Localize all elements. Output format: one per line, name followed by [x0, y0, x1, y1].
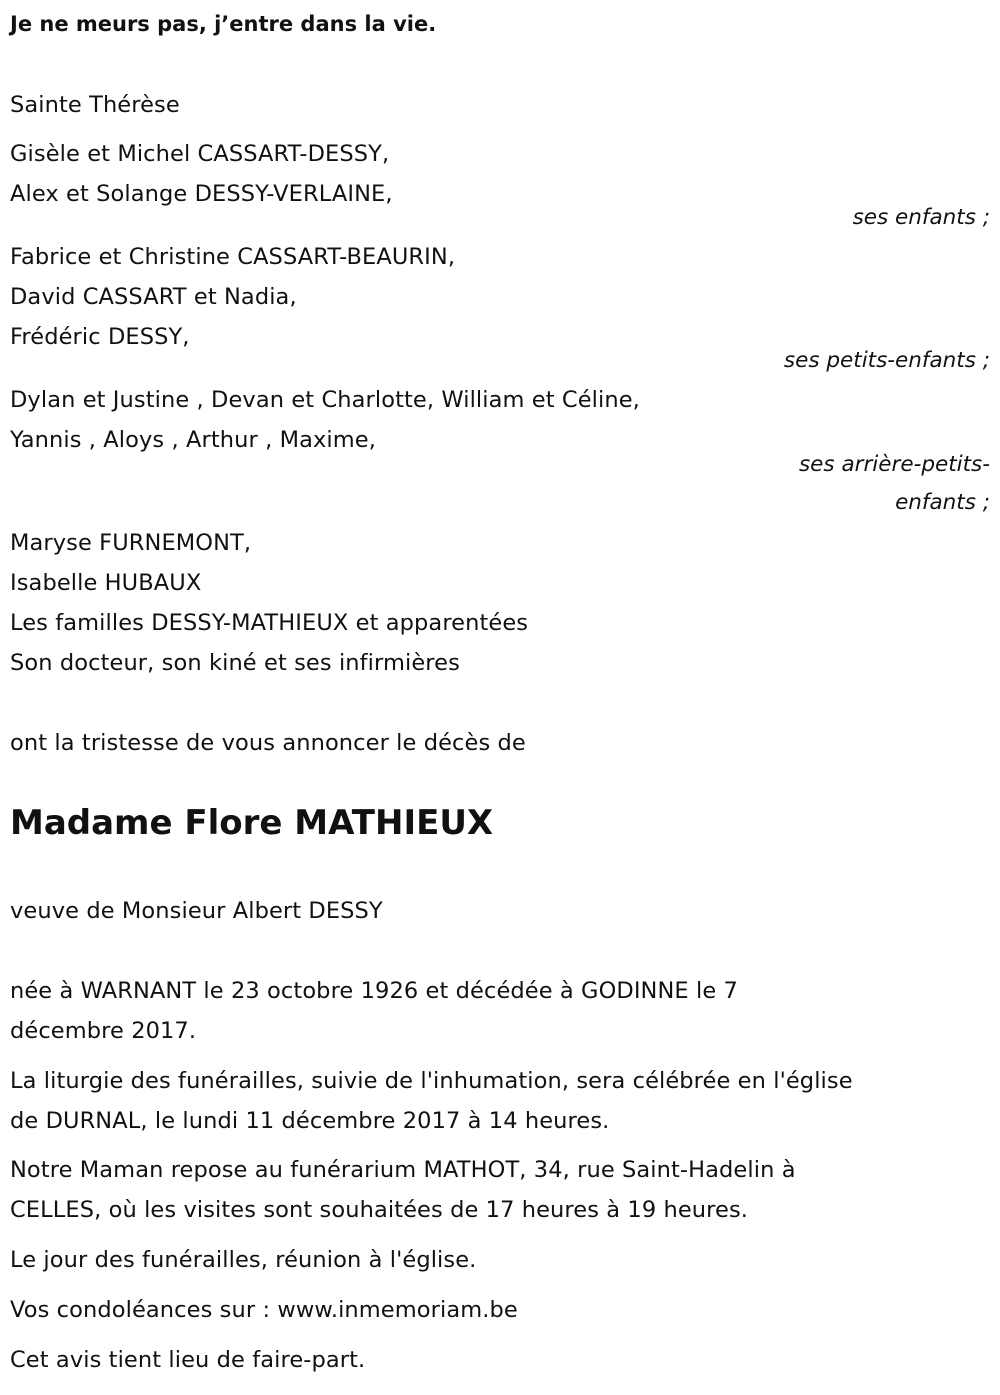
grandchild-line: Fabrice et Christine CASSART-BEAURIN,	[10, 244, 456, 270]
relation-grandchildren: ses petits-enfants ;	[783, 348, 990, 373]
relation-children: ses enfants ;	[852, 205, 990, 230]
condolences-info: Vos condoléances sur : www.inmemoriam.be	[10, 1297, 518, 1323]
motto-author: Sainte Thérèse	[10, 92, 180, 118]
great-grandchild-line: Yannis , Aloys , Arthur , Maxime,	[10, 427, 376, 453]
relation-great-grandchildren-cont: enfants ;	[895, 490, 990, 515]
funeral-home-line: CELLES, où les visites sont souhaitées de 17 heures à 19 heures.	[10, 1197, 749, 1223]
other-mourner: Les familles DESSY-MATHIEUX et apparentées	[10, 610, 529, 636]
grandchild-line: David CASSART et Nadia,	[10, 284, 297, 310]
great-grandchild-line: Dylan et Justine , Devan et Charlotte, William et Céline,	[10, 387, 640, 413]
other-mourner: Maryse FURNEMONT,	[10, 530, 252, 556]
notice-footer: Cet avis tient lieu de faire-part.	[10, 1347, 366, 1373]
birth-death-line: décembre 2017.	[10, 1018, 197, 1044]
other-mourner: Son docteur, son kiné et ses infirmières	[10, 650, 460, 676]
meeting-info: Le jour des funérailles, réunion à l'église.	[10, 1247, 477, 1273]
grandchild-line: Frédéric DESSY,	[10, 324, 190, 350]
other-mourner: Isabelle HUBAUX	[10, 570, 202, 596]
announcement: ont la tristesse de vous annoncer le décès de	[10, 730, 526, 756]
child-line: Gisèle et Michel CASSART-DESSY,	[10, 141, 390, 167]
child-line: Alex et Solange DESSY-VERLAINE,	[10, 181, 393, 207]
relation-great-grandchildren: ses arrière-petits-	[798, 452, 990, 477]
motto-quote: Je ne meurs pas, j’entre dans la vie.	[10, 12, 437, 36]
deceased-name: Madame Flore MATHIEUX	[10, 803, 494, 843]
liturgy-line: La liturgie des funérailles, suivie de l'inhumation, sera célébrée en l'église	[10, 1068, 853, 1094]
liturgy-line: de DURNAL, le lundi 11 décembre 2017 à 14 heures.	[10, 1108, 610, 1134]
funeral-home-line: Notre Maman repose au funérarium MATHOT, 34, rue Saint-Hadelin à	[10, 1157, 796, 1183]
birth-death-line: née à WARNANT le 23 octobre 1926 et décédée à GODINNE le 7	[10, 978, 738, 1004]
widow-of: veuve de Monsieur Albert DESSY	[10, 898, 383, 924]
